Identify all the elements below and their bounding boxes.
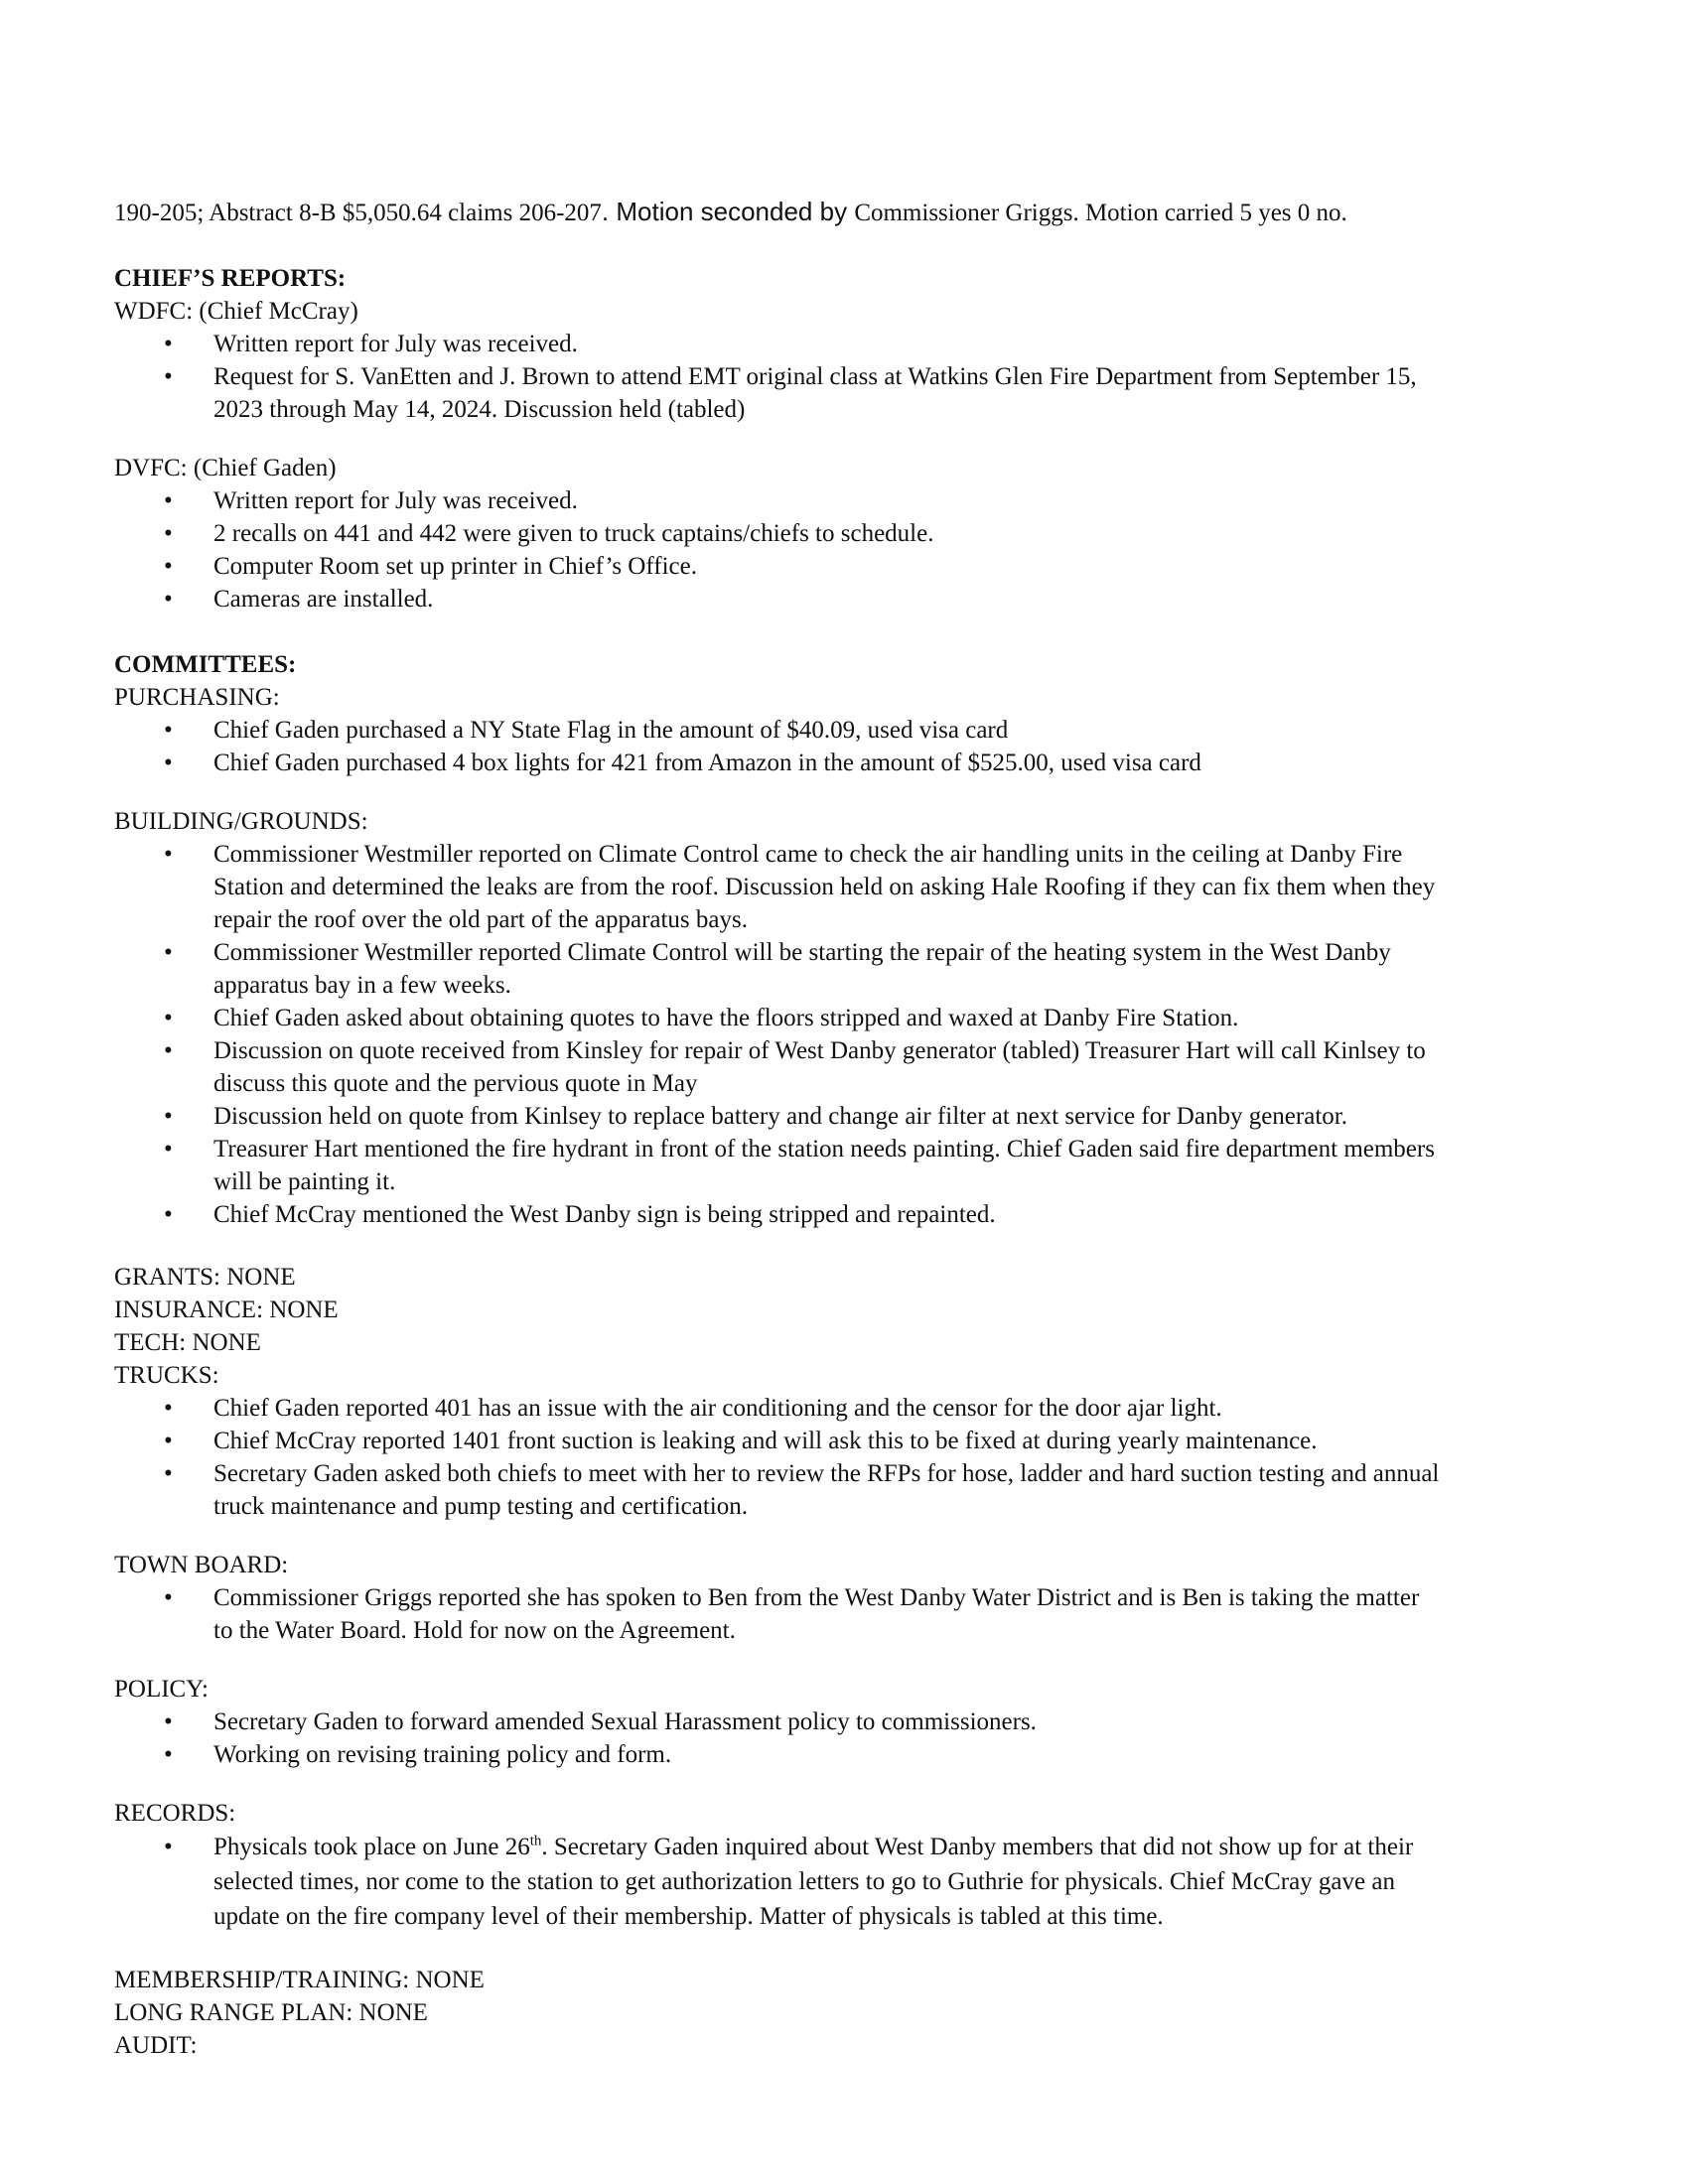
grants-line: GRANTS: NONE — [114, 1264, 296, 1291]
wdfc-label: WDFC: (Chief McCray) — [114, 298, 358, 325]
list-item: • Secretary Gaden to forward amended Sexual Harassment policy to commissioners. — [114, 1706, 1584, 1738]
membership-training-line: MEMBERSHIP/TRAINING: NONE — [114, 1967, 485, 1993]
list-item: • Commissioner Westmiller reported on Climate Control came to check the air handling units in the ceiling at Danby Fire Station and determined the leaks are from the roof. Discussion held on asking Hale Roofing if they can fix them when they repair the roof over the old part of the apparatus bays. — [114, 838, 1584, 936]
purchasing-list — [114, 714, 1584, 779]
town-board-label: TOWN BOARD: — [114, 1552, 289, 1578]
list-item: • Commissioner Westmiller reported Climate Control will be starting the repair of the heating system in the West Danby apparatus bay in a few weeks. — [114, 936, 1584, 1002]
building-grounds-list — [114, 838, 1584, 1231]
bullet-icon: • — [164, 1834, 173, 1860]
bullet-icon: • — [164, 553, 173, 580]
list-item: • Discussion on quote received from Kinsley for repair of West Danby generator (tabled) Treasurer Hart will call Kinlsey to discuss this quote and the pervious quote in May — [114, 1034, 1584, 1100]
bullet-icon: • — [164, 1708, 173, 1735]
document-body — [114, 196, 1584, 2062]
policy-list — [114, 1706, 1584, 1771]
committees-heading: COMMITTEES: — [114, 651, 297, 678]
policy-label: POLICY: — [114, 1676, 209, 1703]
bullet-icon: • — [164, 363, 173, 390]
bullet-icon: • — [164, 1037, 173, 1064]
list-item: • Written report for July was received. — [114, 484, 1584, 517]
bullet-icon: • — [164, 1460, 173, 1487]
wdfc-list — [114, 328, 1584, 426]
list-item: • Chief Gaden purchased 4 box lights for 421 from Amazon in the amount of $525.00, used visa card — [114, 747, 1584, 779]
bullet-icon: • — [164, 841, 173, 868]
bullet-icon: • — [164, 750, 173, 776]
tech-line: TECH: NONE — [114, 1329, 261, 1356]
list-item: • Cameras are installed. — [114, 583, 1584, 615]
bullet-icon: • — [164, 717, 173, 744]
dvfc-label: DVFC: (Chief Gaden) — [114, 455, 337, 481]
list-item: • Treasurer Hart mentioned the fire hydrant in front of the station needs painting. Chief Gaden said fire department members will be painting it. — [114, 1133, 1584, 1198]
list-item: • Commissioner Griggs reported she has spoken to Ben from the West Danby Water District and is Ben is taking the matter to the Water Board. Hold for now on the Agreement. — [114, 1581, 1584, 1647]
motion-seconded-text: . Motion seconded by — [601, 197, 855, 226]
bullet-icon: • — [164, 1395, 173, 1422]
bullet-icon: • — [164, 1136, 173, 1162]
list-item: • Chief Gaden reported 401 has an issue with the air conditioning and the censor for the door ajar light. — [114, 1392, 1584, 1425]
long-range-plan-line: LONG RANGE PLAN: NONE — [114, 1999, 428, 2026]
bullet-icon: • — [164, 1428, 173, 1454]
motion-line — [114, 196, 1584, 229]
trucks-list — [114, 1392, 1584, 1523]
list-item: • Chief McCray reported 1401 front suction is leaking and will ask this to be fixed at during yearly maintenance. — [114, 1425, 1584, 1457]
bullet-icon: • — [164, 1741, 173, 1768]
dvfc-list — [114, 484, 1584, 615]
list-item: • Request for S. VanEtten and J. Brown to attend EMT original class at Watkins Glen Fire Department from September 15, 2023 through May 14, 2024. Discussion held (tabled) — [114, 360, 1584, 426]
list-item: • Chief Gaden purchased a NY State Flag in the amount of $40.09, used visa card — [114, 714, 1584, 747]
building-grounds-label: BUILDING/GROUNDS: — [114, 808, 368, 835]
list-item: • Chief McCray mentioned the West Danby sign is being stripped and repainted. — [114, 1198, 1584, 1231]
list-item: • Secretary Gaden asked both chiefs to meet with her to review the RFPs for hose, ladder and hard suction testing and annual truck maintenance and pump testing and certification. — [114, 1457, 1584, 1523]
list-item: • Written report for July was received. — [114, 328, 1584, 360]
list-item: • Working on revising training policy and form. — [114, 1738, 1584, 1771]
bullet-icon: • — [164, 520, 173, 547]
bullet-icon: • — [164, 1103, 173, 1130]
bullet-icon: • — [164, 1201, 173, 1228]
bullet-icon: • — [164, 331, 173, 357]
purchasing-label: PURCHASING: — [114, 684, 280, 711]
list-item: • 2 recalls on 441 and 442 were given to truck captains/chiefs to schedule. — [114, 517, 1584, 550]
bullet-icon: • — [164, 1005, 173, 1031]
insurance-line: INSURANCE: NONE — [114, 1297, 339, 1323]
motion-result-text: Commissioner Griggs. Motion carried 5 yes 0 no. — [854, 200, 1347, 226]
trucks-label: TRUCKS: — [114, 1362, 219, 1389]
list-item: • Physicals took place on June 26th. Secretary Gaden inquired about West Danby members that did not show up for at their selected times, nor come to the station to get authorization letters to go to Guthrie for physicals. Chief McCray gave an update on the fire company level of their membership. Matter of physicals is tabled at this time. — [114, 1830, 1584, 1934]
list-item: • Computer Room set up printer in Chief’s Office. — [114, 550, 1584, 583]
town-board-list — [114, 1581, 1584, 1647]
list-item: • Chief Gaden asked about obtaining quotes to have the floors stripped and waxed at Danby Fire Station. — [114, 1002, 1584, 1034]
motion-line-text: 190-205; Abstract 8-B $5,050.64 claims 206-207 — [114, 200, 602, 226]
bullet-icon: • — [164, 1584, 173, 1611]
records-list — [114, 1830, 1584, 1934]
bullet-icon: • — [164, 586, 173, 613]
bullet-icon: • — [164, 487, 173, 514]
records-label: RECORDS: — [114, 1800, 236, 1827]
list-item: • Discussion held on quote from Kinlsey to replace battery and change air filter at next service for Danby generator. — [114, 1100, 1584, 1133]
audit-label: AUDIT: — [114, 2032, 198, 2059]
bullet-icon: • — [164, 939, 173, 966]
chiefs-reports-heading: CHIEF’S REPORTS: — [114, 265, 347, 292]
